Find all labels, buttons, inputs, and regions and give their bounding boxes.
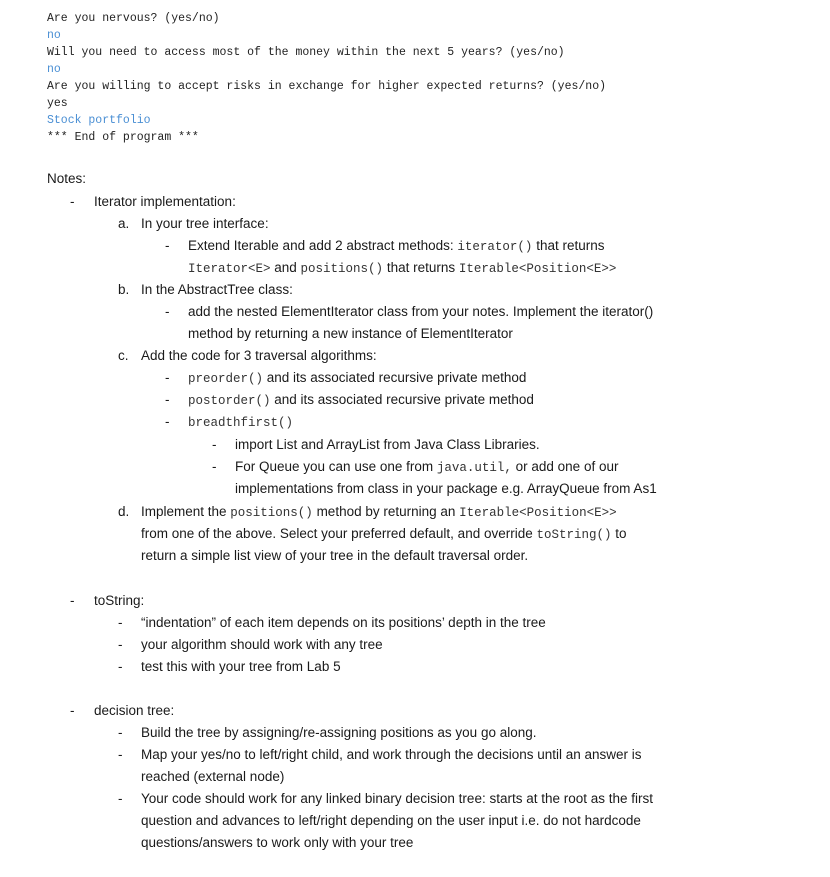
code-span: java.util,: [436, 461, 512, 475]
item-d-line2: [141, 523, 627, 546]
bullet-dash: -: [118, 791, 123, 806]
decision-item-3-line3: questions/answers to work only with your tree: [141, 835, 414, 850]
bullet-dash: -: [165, 414, 170, 429]
tostring-item: “indentation” of each item depends on its positions’ depth in the tree: [141, 615, 546, 630]
item-label-c: c.: [118, 348, 129, 363]
bullet-dash: -: [118, 747, 123, 762]
decision-item-2-line1: Map your yes/no to left/right child, and work through the decisions until an answer is: [141, 747, 642, 762]
item-c2: [188, 389, 534, 412]
item-c3: [188, 411, 293, 434]
item-a1-line1: [188, 235, 604, 258]
text-span: or add one of our: [511, 459, 619, 474]
item-c3b-line1: [235, 456, 618, 479]
bullet-dash: -: [212, 459, 217, 474]
item-c3b-line2: implementations from class in your package e.g. ArrayQueue from As1: [235, 481, 657, 496]
item-b1-line1: add the nested ElementIterator class from your notes. Implement the iterator(): [188, 304, 654, 319]
text-span: Extend Iterable and add 2 abstract methods:: [188, 238, 458, 253]
bullet-dash: -: [165, 392, 170, 407]
item-c-text: Add the code for 3 traversal algorithms:: [141, 348, 377, 363]
item-label-d: d.: [118, 504, 130, 519]
code-span: positions(): [300, 262, 384, 276]
bullet-dash: -: [118, 637, 123, 652]
code-span: postorder(): [188, 394, 271, 408]
bullet-dash: -: [70, 194, 75, 209]
item-d-line1: [141, 501, 617, 524]
text-span: from one of the above. Select your preferred default, and override: [141, 526, 537, 541]
console-line: Are you nervous? (yes/no): [47, 12, 220, 25]
console-line: yes: [47, 97, 68, 110]
console-line: no: [47, 63, 61, 76]
console-line: Are you willing to accept risks in exchange for higher expected returns? (yes/no): [47, 80, 606, 93]
bullet-dash: -: [70, 593, 75, 608]
text-span: and its associated recursive private method: [270, 392, 534, 407]
code-span: positions(): [230, 506, 313, 520]
item-a1-line2: [188, 257, 616, 280]
console-transcript: [47, 10, 606, 146]
text-span: and: [270, 260, 301, 275]
item-d-line3: return a simple list view of your tree in the default traversal order.: [141, 548, 529, 563]
bullet-dash: -: [118, 615, 123, 630]
code-span: Iterable<Position<E>>: [458, 262, 617, 276]
text-span: that returns: [532, 238, 605, 253]
text-span: Implement the: [141, 504, 231, 519]
item-b1-line2: method by returning a new instance of ElementIterator: [188, 326, 513, 341]
text-span: to: [611, 526, 627, 541]
bullet-dash: -: [70, 703, 75, 718]
tostring-title: toString:: [94, 593, 145, 608]
decision-item-2-line2: reached (external node): [141, 769, 285, 784]
text-span: method by returning an: [312, 504, 460, 519]
code-span: Iterable<Position<E>>: [459, 506, 617, 520]
decision-item-3-line1: Your code should work for any linked binary decision tree: starts at the root as the first: [141, 791, 654, 806]
code-span: Iterator<E>: [188, 262, 271, 276]
bullet-dash: -: [165, 304, 170, 319]
item-c1: [188, 367, 526, 390]
bullet-dash: -: [118, 725, 123, 740]
tostring-item: test this with your tree from Lab 5: [141, 659, 341, 674]
item-b-text: In the AbstractTree class:: [141, 282, 293, 297]
item-a-text: In your tree interface:: [141, 216, 269, 231]
decision-item-1: Build the tree by assigning/re-assigning positions as you go along.: [141, 725, 537, 740]
console-line: Stock portfolio: [47, 114, 151, 127]
decision-title: decision tree:: [94, 703, 175, 718]
console-line: *** End of program ***: [47, 131, 199, 144]
code-span: preorder(): [188, 372, 264, 386]
decision-item-3-line2: question and advances to left/right depending on the user input i.e. do not hardcode: [141, 813, 641, 828]
tostring-item: your algorithm should work with any tree: [141, 637, 383, 652]
text-span: that returns: [383, 260, 459, 275]
text-span: For Queue you can use one from: [235, 459, 437, 474]
code-span: toString(): [536, 528, 612, 542]
item-label-a: a.: [118, 216, 130, 231]
bullet-dash: -: [118, 659, 123, 674]
notes-heading: Notes:: [47, 171, 87, 186]
console-line: Will you need to access most of the money within the next 5 years? (yes/no): [47, 46, 565, 59]
console-line: no: [47, 29, 61, 42]
bullet-dash: -: [212, 437, 217, 452]
code-span: iterator(): [457, 240, 533, 254]
code-span: breadthfirst(): [188, 416, 294, 430]
item-label-b: b.: [118, 282, 130, 297]
iterator-title: Iterator implementation:: [94, 194, 236, 209]
bullet-dash: -: [165, 370, 170, 385]
bullet-dash: -: [165, 238, 170, 253]
item-c3a: import List and ArrayList from Java Class Libraries.: [235, 437, 540, 452]
text-span: and its associated recursive private method: [263, 370, 527, 385]
